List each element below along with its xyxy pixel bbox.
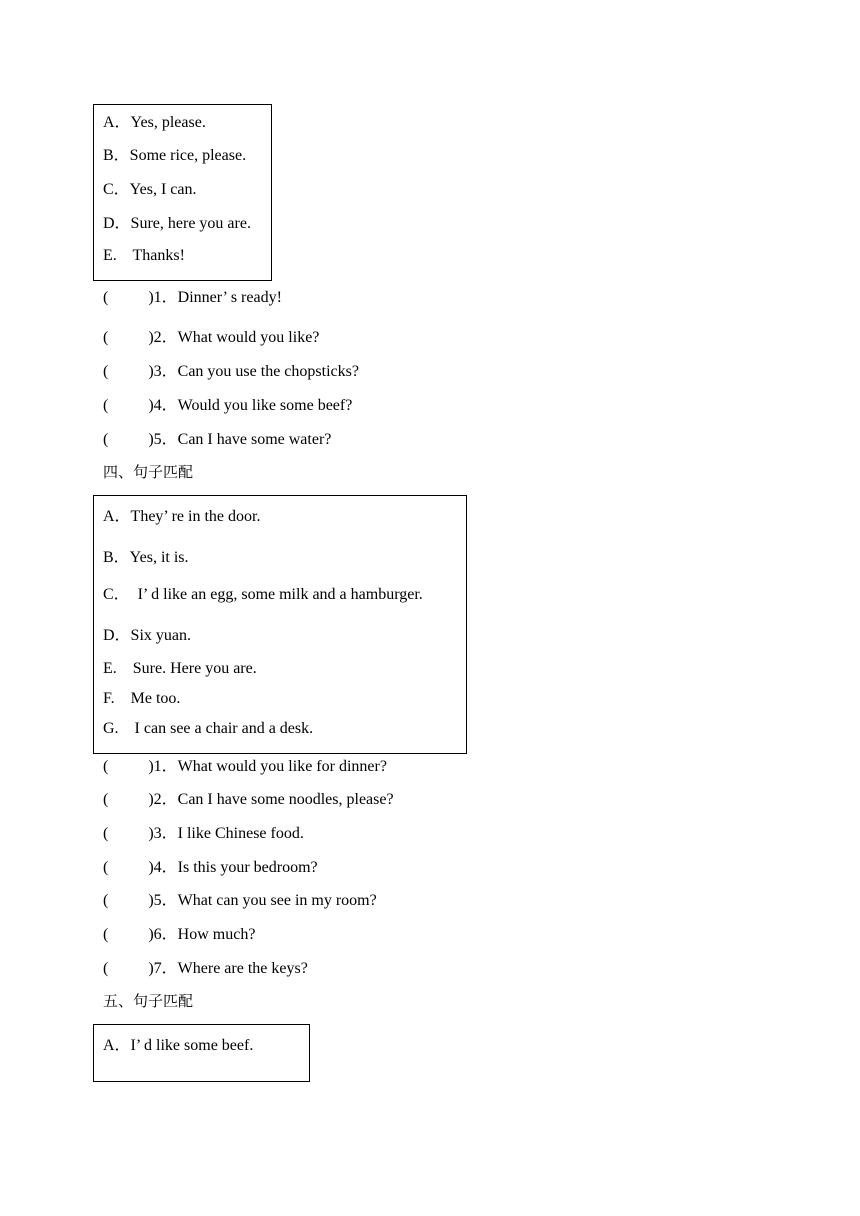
- question-3: ( )3．Can you use the chopsticks?: [103, 363, 359, 380]
- option-c: C． I’ d like an egg, some milk and a hamburger.: [103, 586, 423, 603]
- question-2: ( )2．What would you like?: [103, 329, 320, 346]
- question-4: ( )4．Would you like some beef?: [103, 397, 353, 414]
- option-b: B．Yes, it is.: [103, 549, 189, 566]
- option-a: A．Yes, please.: [103, 114, 206, 131]
- question-3: ( )3．I like Chinese food.: [103, 825, 304, 842]
- option-b: B．Some rice, please.: [103, 147, 247, 164]
- question-7: ( )7．Where are the keys?: [103, 960, 308, 977]
- question-1: ( )1．What would you like for dinner?: [103, 758, 387, 775]
- section-5-title: 五、句子匹配: [103, 992, 194, 1010]
- question-6: ( )6．How much?: [103, 926, 256, 943]
- option-d: D．Six yuan.: [103, 627, 192, 644]
- option-e: E. Sure. Here you are.: [103, 660, 257, 677]
- question-4: ( )4．Is this your bedroom?: [103, 859, 318, 876]
- options-box-2: [93, 495, 467, 754]
- question-2: ( )2．Can I have some noodles, please?: [103, 791, 394, 808]
- question-1: ( )1．Dinner’ s ready!: [103, 289, 282, 306]
- option-e: E. Thanks!: [103, 247, 185, 264]
- question-5: ( )5．What can you see in my room?: [103, 892, 377, 909]
- option-a: A．They’ re in the door.: [103, 508, 261, 525]
- option-g: G. I can see a chair and a desk.: [103, 720, 314, 737]
- option-f: F. Me too.: [103, 690, 181, 707]
- section-4-title: 四、句子匹配: [103, 463, 194, 481]
- option-a: A．I’ d like some beef.: [103, 1037, 254, 1054]
- option-c: C．Yes, I can.: [103, 181, 197, 198]
- option-d: D．Sure, here you are.: [103, 215, 251, 232]
- question-5: ( )5．Can I have some water?: [103, 431, 332, 448]
